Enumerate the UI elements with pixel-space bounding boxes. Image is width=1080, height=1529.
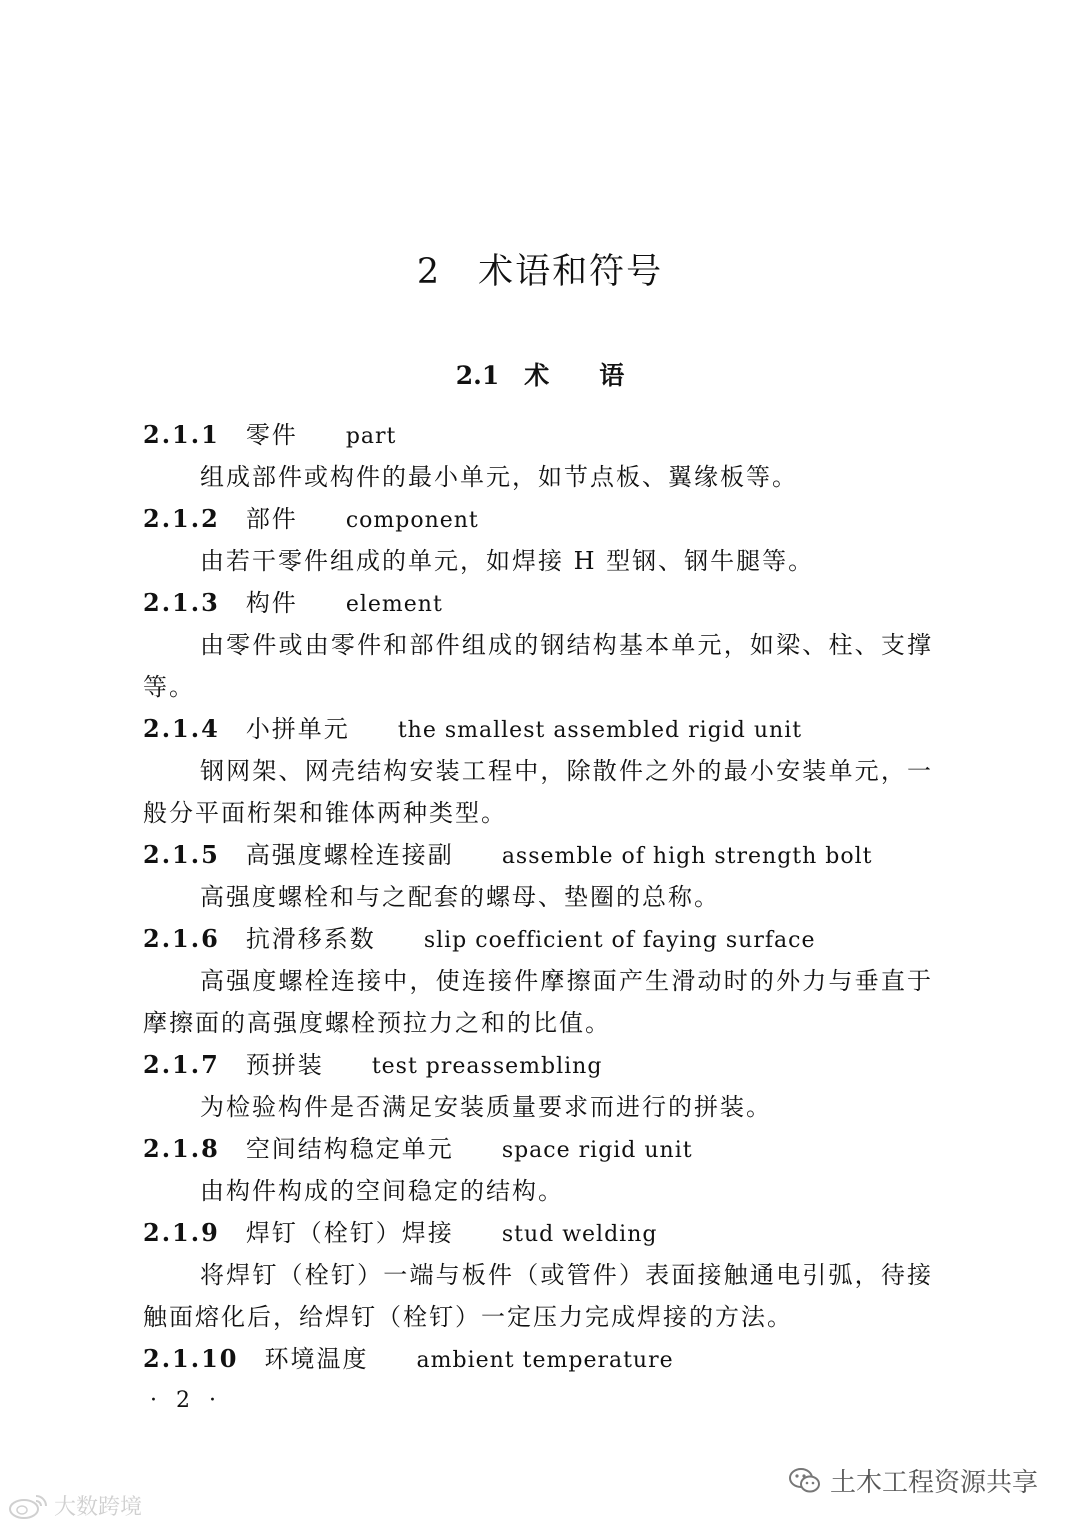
term-heading — [143, 834, 933, 876]
term-number: 2.1.7 — [143, 1050, 220, 1079]
term-chinese: 抗滑移系数 — [245, 925, 376, 953]
term-definition: 由构件构成的空间稳定的结构。 — [200, 1177, 564, 1205]
term-chinese: 构件 — [245, 589, 298, 617]
term-definition: 高强度螺栓和与之配套的螺母、垫圈的总称。 — [200, 883, 720, 911]
term-chinese: 零件 — [245, 421, 298, 449]
term-english: slip coefficient of faying surface — [423, 928, 816, 953]
wechat-watermark — [788, 1462, 1038, 1499]
term-chinese: 焊钉（栓钉）焊接 — [245, 1219, 454, 1247]
term-chinese: 环境温度 — [264, 1345, 369, 1373]
term-number: 2.1.2 — [143, 504, 220, 533]
term-number: 2.1.4 — [143, 714, 220, 743]
term-heading — [143, 1212, 933, 1254]
term-definition: 组成部件或构件的最小单元，如节点板、翼缘板等。 — [200, 463, 798, 491]
term-number: 2.1.8 — [143, 1134, 220, 1163]
term-heading — [143, 1128, 933, 1170]
term-item — [143, 1044, 933, 1128]
term-item — [143, 1212, 933, 1338]
term-heading — [143, 1338, 933, 1380]
term-english: space rigid unit — [501, 1138, 693, 1163]
term-english: ambient temperature — [416, 1348, 674, 1373]
term-english: element — [345, 592, 443, 617]
term-english: stud welding — [501, 1222, 658, 1247]
term-item — [143, 414, 933, 498]
term-chinese: 小拼单元 — [245, 715, 350, 743]
chapter-title: 2 术语和符号 — [416, 252, 664, 292]
term-chinese: 预拼装 — [245, 1051, 324, 1079]
term-english: test preassembling — [371, 1054, 603, 1079]
term-definition: 由零件或由零件和部件组成的钢结构基本单元，如梁、柱、支撑等。 — [143, 631, 933, 701]
wechat-watermark-text: 土木工程资源共享 — [830, 1468, 1039, 1498]
term-heading — [143, 414, 933, 456]
term-english: part — [345, 424, 397, 449]
term-chinese: 部件 — [245, 505, 298, 533]
term-english: the smallest assembled rigid unit — [397, 718, 803, 743]
wechat-icon — [788, 1467, 822, 1495]
term-chinese: 空间结构稳定单元 — [245, 1135, 454, 1163]
term-item — [143, 582, 933, 708]
term-heading — [143, 498, 933, 540]
term-item — [143, 1338, 933, 1380]
term-list — [143, 414, 933, 1380]
term-heading — [143, 918, 933, 960]
term-number: 2.1.3 — [143, 588, 220, 617]
page-number: · 2 · — [150, 1388, 222, 1413]
term-definition: 钢网架、网壳结构安装工程中，除散件之外的最小安装单元，一般分平面桁架和锥体两种类型。 — [143, 757, 933, 827]
term-heading — [143, 708, 933, 750]
term-item — [143, 708, 933, 834]
term-item — [143, 834, 933, 918]
weibo-icon — [6, 1492, 50, 1520]
term-definition: 由若干零件组成的单元，如焊接 H 型钢、钢牛腿等。 — [200, 547, 815, 575]
term-definition: 将焊钉（栓钉）一端与板件（或管件）表面接触通电引弧，待接触面熔化后，给焊钉（栓钉）一定压力完成焊接的方法。 — [143, 1261, 933, 1331]
section-title: 2.1 术 语 — [455, 361, 625, 390]
term-english: assemble of high strength bolt — [501, 844, 873, 869]
term-item — [143, 918, 933, 1044]
term-heading — [143, 1044, 933, 1086]
term-definition: 为检验构件是否满足安装质量要求而进行的拼装。 — [200, 1093, 772, 1121]
weibo-watermark-text: 大数跨境 — [54, 1495, 143, 1520]
term-item — [143, 1128, 933, 1212]
term-number: 2.1.6 — [143, 924, 220, 953]
term-number: 2.1.10 — [143, 1344, 239, 1373]
term-english: component — [345, 508, 479, 533]
term-heading — [143, 582, 933, 624]
term-number: 2.1.9 — [143, 1218, 220, 1247]
term-definition: 高强度螺栓连接中，使连接件摩擦面产生滑动时的外力与垂直于摩擦面的高强度螺栓预拉力之和的比值。 — [143, 967, 933, 1037]
term-number: 2.1.5 — [143, 840, 220, 869]
term-chinese: 高强度螺栓连接副 — [245, 841, 454, 869]
weibo-watermark — [6, 1490, 142, 1521]
term-item — [143, 498, 933, 582]
term-number: 2.1.1 — [143, 420, 220, 449]
